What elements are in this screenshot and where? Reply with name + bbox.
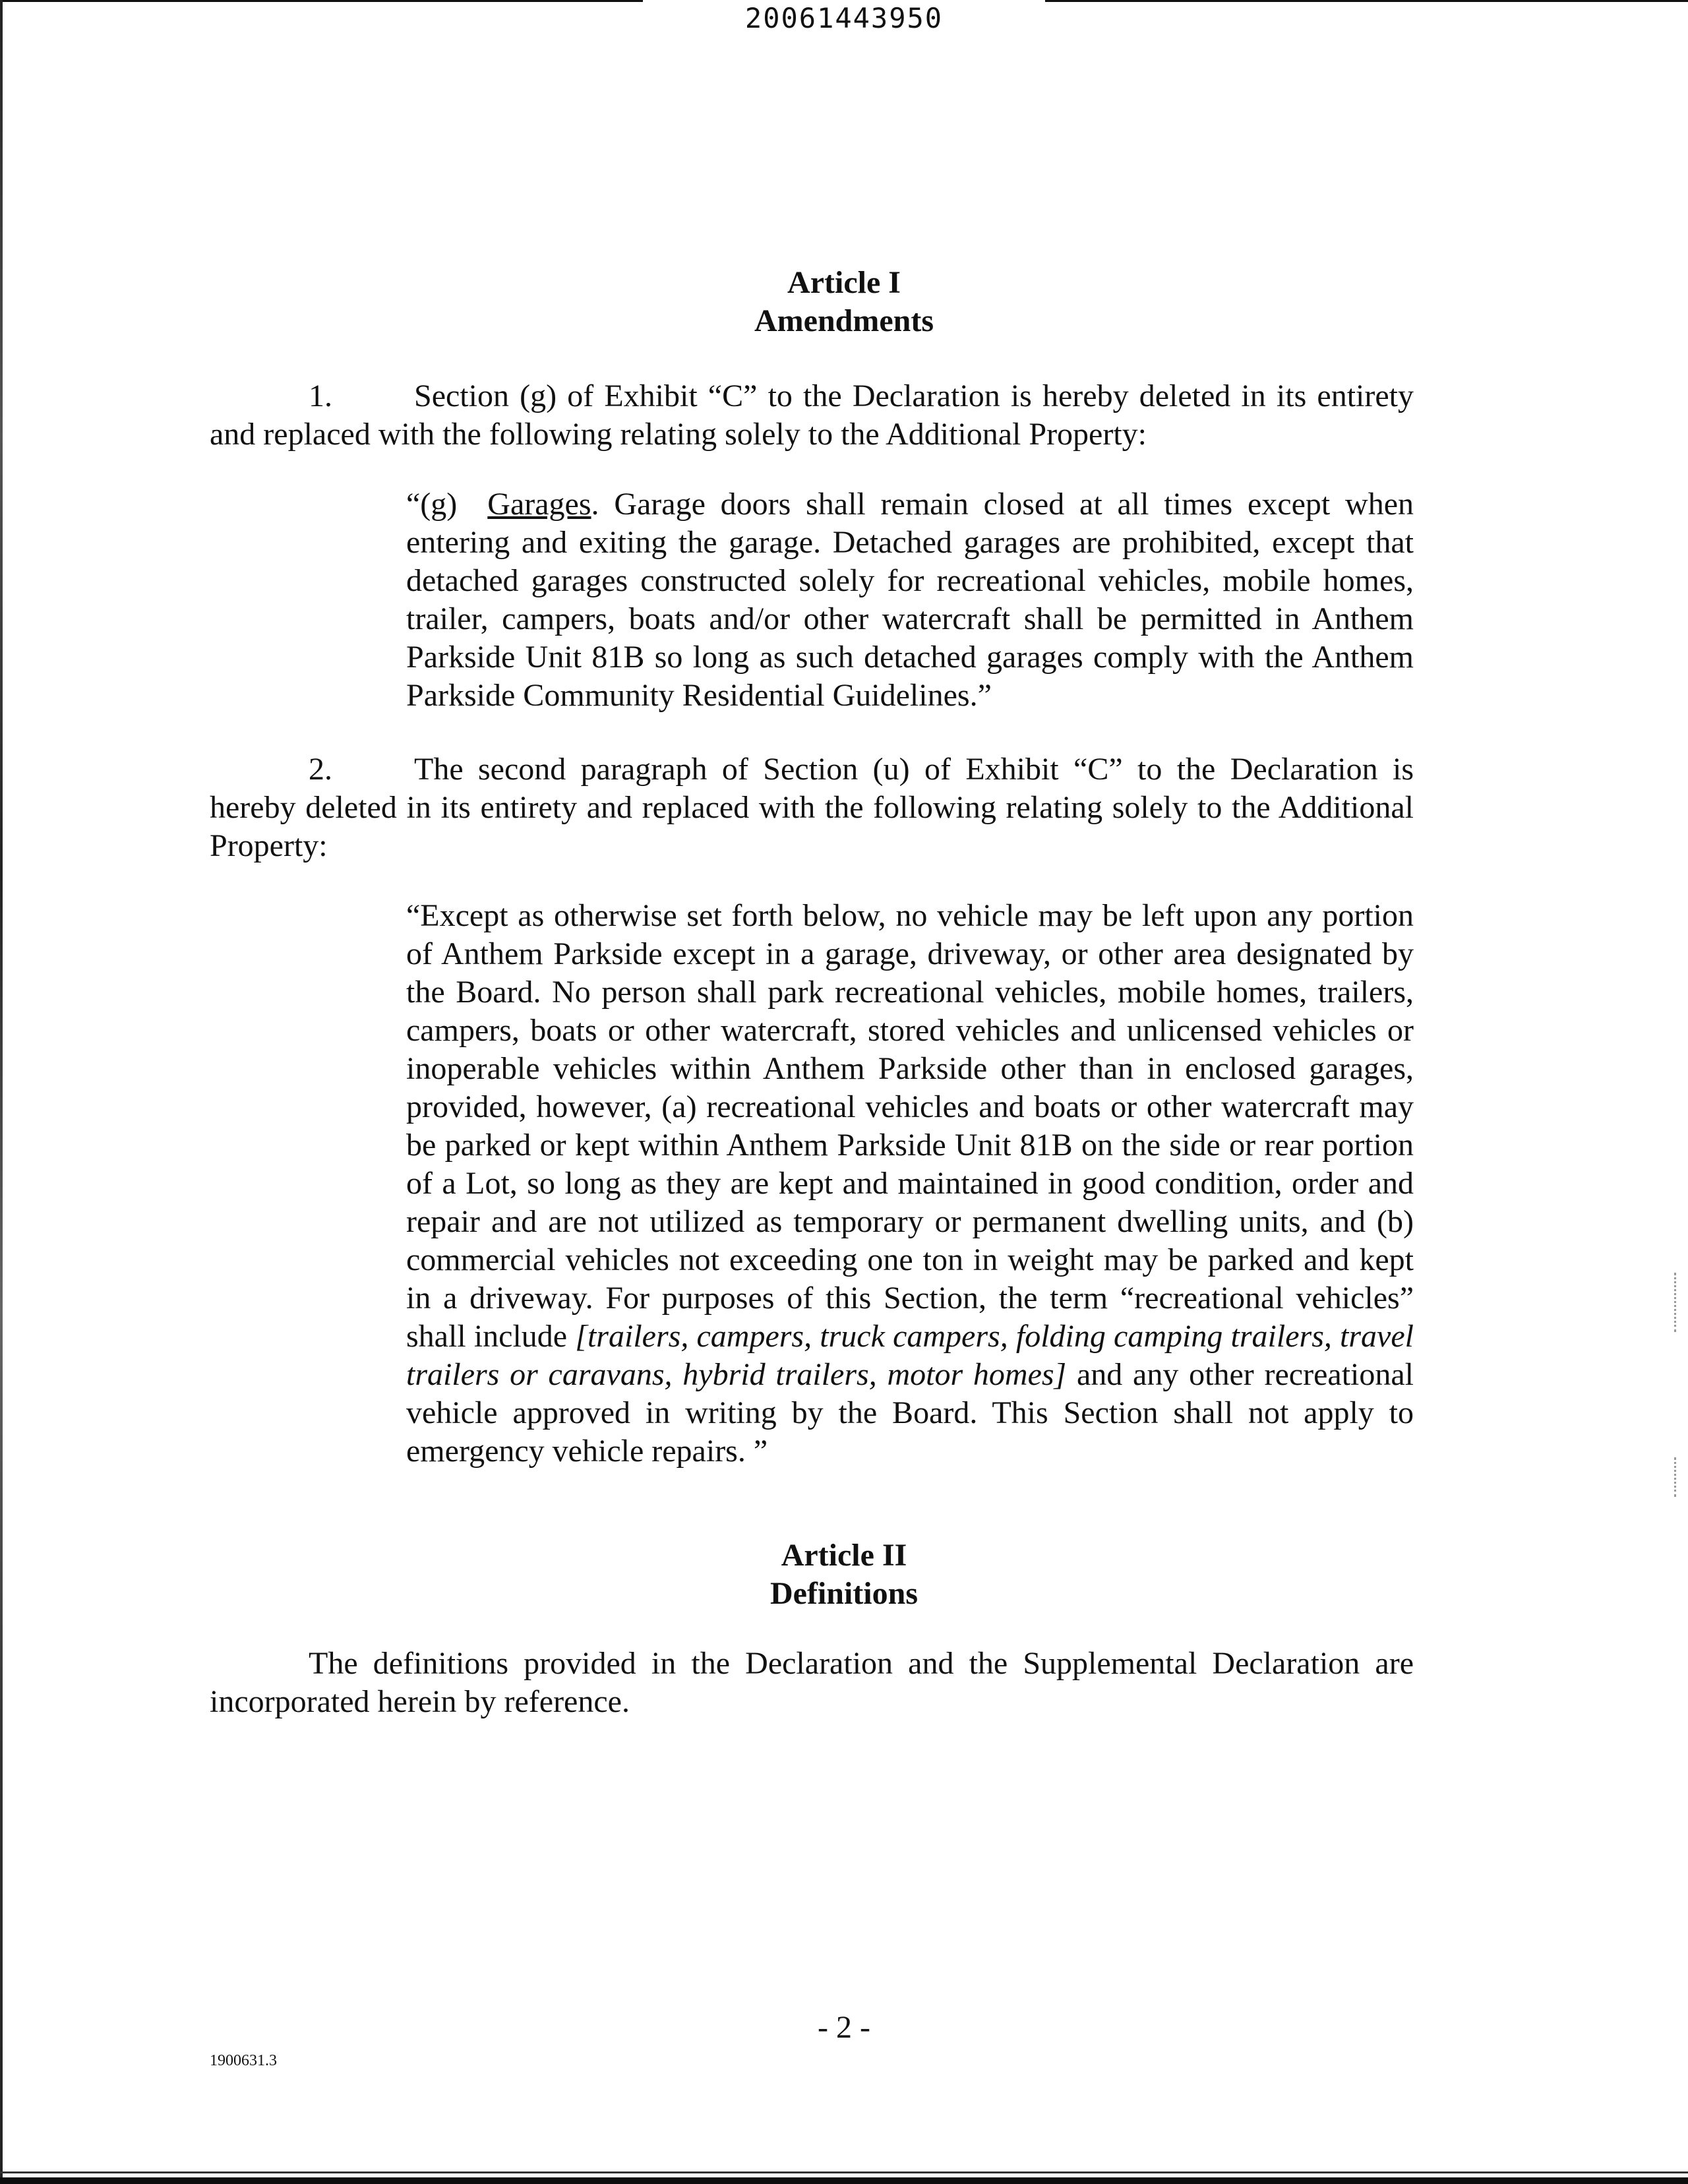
- vehicles-quote-part-2: and any other recreational vehicle approved in writing by the Board. This Section shall not apply to emergency vehicle repairs. ”: [406, 1357, 1414, 1469]
- scan-bottom-band: [0, 2177, 1688, 2184]
- article-1-item-1: [210, 377, 1414, 454]
- vehicles-quote-part-1: “Except as otherwise set forth below, no vehicle may be left upon any portion of Anthem Parkside except in a garage, driveway, or other area designated by the Board. No person shall park recreational vehicles, mobile homes, trailers, campers, boats or other watercraft, stored vehicles and unlicensed vehicles or inoperable vehicles within Anthem Parkside other than in enclosed garages, provided, however, (a) recreational vehicles and boats or other watercraft may be parked or kept within Anthem Parkside Unit 81B on the side or rear portion of a Lot, so long as they are kept and maintained in good condition, order and repair and are not utilized as temporary or permanent dwelling units, and (b) commercial vehicles not exceeding one ton in weight may be parked and kept in a driveway. For purposes of this Section, the term “recreational vehicles” shall include: [406, 898, 1414, 1354]
- article-2-subtitle: Definitions: [769, 1576, 918, 1611]
- garages-quote: [406, 485, 1414, 715]
- vehicles-quote: [406, 897, 1414, 1471]
- garages-heading: Garages: [487, 487, 591, 522]
- item-1-text: Section (g) of Exhibit “C” to the Declaration is hereby deleted in its entirety and replaced with the following relating solely to the Additional Property:: [210, 379, 1414, 452]
- scan-speck-marks: [1674, 1457, 1679, 1497]
- definitions-text: The definitions provided in the Declaration and the Supplemental Declaration are incorporated herein by reference.: [210, 1646, 1414, 1719]
- article-2-text: [210, 1645, 1414, 1721]
- garages-quote-prefix: “(g): [406, 487, 458, 522]
- scan-bottom-rule: [0, 2171, 1688, 2173]
- document-number: 20061443950: [744, 2, 944, 34]
- article-1-subtitle: Amendments: [754, 303, 934, 338]
- article-2-title: Article II: [781, 1538, 907, 1573]
- garages-quote-text: . Garage doors shall remain closed at all times except when entering and exiting the garage. Detached garages are prohibited, except that detached garages constructed solely for recreational vehicles, mobile homes, trailer, campers, boats and/or other watercraft shall be permitted in Anthem Parkside Unit 81B so long as such detached garages comply with the Anthem Parkside Community Residential Guidelines.”: [406, 487, 1414, 713]
- page-number: - 2 -: [818, 2010, 870, 2045]
- item-2-number: 2.: [309, 752, 332, 787]
- document-code: 1900631.3: [210, 2052, 277, 2069]
- item-1-number: 1.: [309, 379, 332, 413]
- article-1-item-2: [210, 750, 1414, 865]
- article-1-title: Article I: [787, 265, 901, 300]
- vehicles-quote-italic: [trailers, campers, truck campers, folding camping trailers, travel trailers or caravans, hybrid trailers, motor homes]: [406, 1319, 1414, 1392]
- item-2-text: The second paragraph of Section (u) of Exhibit “C” to the Declaration is hereby deleted in its entirety and replaced with the following relating solely to the Additional Property:: [210, 752, 1414, 863]
- scan-speck-marks: [1674, 1273, 1679, 1332]
